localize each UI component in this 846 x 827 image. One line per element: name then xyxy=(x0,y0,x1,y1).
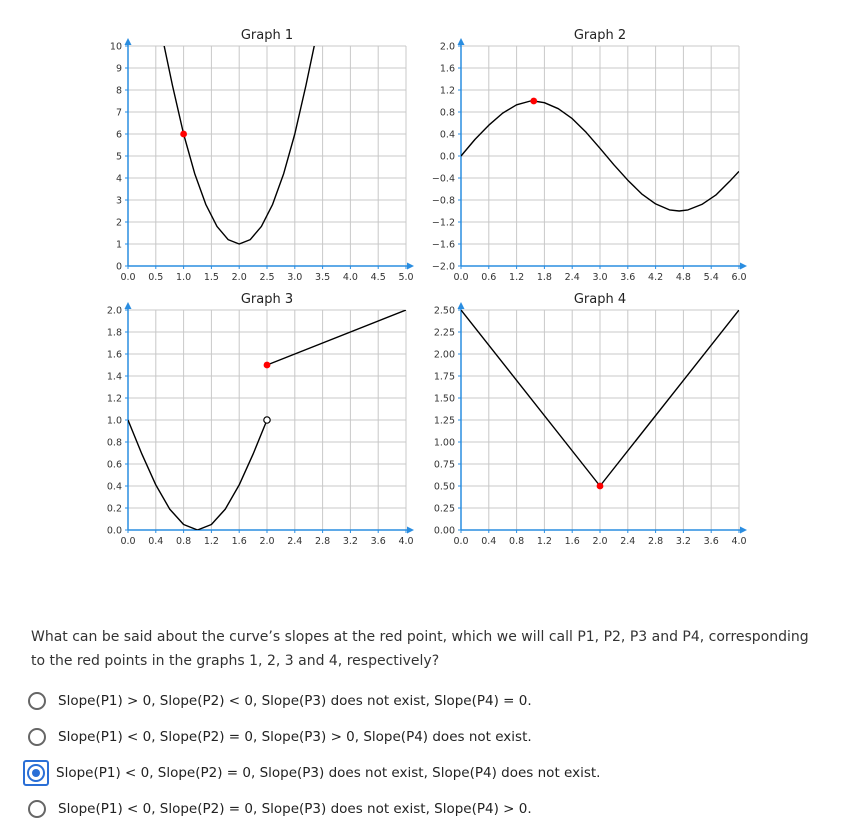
x-tick-label: 4.2 xyxy=(648,272,664,283)
graph-4 xyxy=(434,292,747,547)
x-tick-label: 3.2 xyxy=(342,536,358,547)
y-tick-label: 0 xyxy=(115,261,122,273)
x-tick-label: 2.8 xyxy=(315,536,331,547)
y-tick-label: 7 xyxy=(115,107,122,119)
chart-title: Graph 4 xyxy=(573,292,627,307)
option-3[interactable] xyxy=(28,761,648,785)
x-axis-arrow-icon xyxy=(407,263,414,270)
y-tick-label: 9 xyxy=(115,63,122,75)
y-tick-label: 0.00 xyxy=(433,525,455,537)
y-tick-label: 2.50 xyxy=(433,305,455,317)
graph-2 xyxy=(432,28,747,283)
x-axis-arrow-icon xyxy=(740,263,747,270)
radio-icon[interactable] xyxy=(28,692,46,710)
x-tick-label: 4.0 xyxy=(731,536,747,547)
x-tick-label: 0.8 xyxy=(509,536,525,547)
x-tick-label: 1.6 xyxy=(231,536,247,547)
x-tick-label: 2.4 xyxy=(564,272,580,283)
x-tick-label: 2.0 xyxy=(231,272,247,283)
y-tick-label: 0.0 xyxy=(439,151,455,163)
radio-icon[interactable] xyxy=(28,728,46,746)
x-tick-label: 2.5 xyxy=(259,272,275,283)
x-tick-label: 3.0 xyxy=(592,272,608,283)
x-tick-label: 3.0 xyxy=(287,272,303,283)
question-text: What can be said about the curve’s slopes at the red point, which we will call P1, P2, P3 and P4, corresponding to the red points in the graphs 1, 2, 3 and 4, respectively? xyxy=(31,629,809,669)
x-tick-label: 3.6 xyxy=(620,272,636,283)
x-axis-arrow-icon xyxy=(407,527,414,534)
y-axis-arrow-icon xyxy=(458,38,465,45)
x-tick-label: 1.2 xyxy=(509,272,525,283)
x-tick-label: 0.0 xyxy=(120,272,136,283)
x-tick-label: 0.0 xyxy=(453,272,469,283)
y-tick-label: −1.2 xyxy=(431,217,455,229)
x-tick-label: 0.4 xyxy=(481,536,497,547)
x-tick-label: 4.0 xyxy=(398,536,414,547)
x-tick-label: 3.6 xyxy=(703,536,719,547)
option-label: Slope(P1) < 0, Slope(P2) = 0, Slope(P3) does not exist, Slope(P4) > 0. xyxy=(58,801,532,817)
x-tick-label: 5.4 xyxy=(703,272,719,283)
option-label: Slope(P1) < 0, Slope(P2) = 0, Slope(P3) does not exist, Slope(P4) does not exist. xyxy=(56,765,601,781)
y-tick-label: 1.50 xyxy=(433,393,455,405)
y-tick-label: −0.8 xyxy=(431,195,455,207)
y-tick-label: 2.0 xyxy=(439,41,455,53)
y-axis-arrow-icon xyxy=(458,302,465,309)
x-tick-label: 1.2 xyxy=(536,536,552,547)
graph-3 xyxy=(107,292,414,547)
x-tick-label: 2.8 xyxy=(648,536,664,547)
y-tick-label: 0.2 xyxy=(106,503,122,515)
focus-ring xyxy=(23,760,49,786)
y-tick-label: 0.25 xyxy=(433,503,455,515)
red-point xyxy=(264,362,271,369)
x-tick-label: 3.5 xyxy=(315,272,331,283)
y-tick-label: −0.4 xyxy=(431,173,455,185)
y-tick-label: −1.6 xyxy=(431,239,455,251)
y-tick-label: 1.75 xyxy=(433,371,455,383)
y-tick-label: 1.2 xyxy=(106,393,122,405)
option-label: Slope(P1) > 0, Slope(P2) < 0, Slope(P3) does not exist, Slope(P4) = 0. xyxy=(58,693,532,709)
y-tick-label: 8 xyxy=(115,85,122,97)
y-tick-label: 2.00 xyxy=(433,349,455,361)
x-tick-label: 1.2 xyxy=(203,536,219,547)
x-tick-label: 2.0 xyxy=(259,536,275,547)
chart-title: Graph 3 xyxy=(240,292,294,307)
x-tick-label: 0.0 xyxy=(120,536,136,547)
y-tick-label: 1 xyxy=(115,239,122,251)
open-point xyxy=(264,417,270,423)
y-tick-label: 1.25 xyxy=(433,415,455,427)
x-tick-label: 2.0 xyxy=(592,536,608,547)
x-tick-label: 1.8 xyxy=(536,272,552,283)
y-tick-label: 2.25 xyxy=(433,327,455,339)
option-4[interactable] xyxy=(28,797,648,821)
option-label: Slope(P1) < 0, Slope(P2) = 0, Slope(P3) > 0, Slope(P4) does not exist. xyxy=(58,729,532,745)
x-tick-label: 2.4 xyxy=(620,536,636,547)
series-line xyxy=(267,310,406,365)
y-tick-label: 1.6 xyxy=(106,349,122,361)
y-tick-label: 10 xyxy=(109,41,122,53)
y-tick-label: 0.0 xyxy=(106,525,122,537)
x-tick-label: 1.5 xyxy=(203,272,219,283)
option-1[interactable] xyxy=(28,689,648,713)
graph-1 xyxy=(110,28,414,283)
y-tick-label: −2.0 xyxy=(431,261,455,273)
y-tick-label: 2 xyxy=(115,217,122,229)
x-tick-label: 1.6 xyxy=(564,536,580,547)
y-tick-label: 0.8 xyxy=(106,437,122,449)
x-tick-label: 0.8 xyxy=(176,536,192,547)
chart-title: Graph 1 xyxy=(240,28,294,43)
y-tick-label: 1.00 xyxy=(433,437,455,449)
red-point xyxy=(597,483,604,490)
y-tick-label: 1.2 xyxy=(439,85,455,97)
chart-title: Graph 2 xyxy=(573,28,627,43)
x-tick-label: 4.5 xyxy=(370,272,386,283)
x-axis-arrow-icon xyxy=(740,527,747,534)
y-tick-label: 0.4 xyxy=(439,129,455,141)
y-tick-label: 3 xyxy=(115,195,122,207)
x-tick-label: 4.8 xyxy=(675,272,691,283)
x-tick-label: 2.4 xyxy=(287,536,303,547)
x-tick-label: 3.6 xyxy=(370,536,386,547)
y-tick-label: 0.6 xyxy=(106,459,122,471)
y-axis-arrow-icon xyxy=(125,302,132,309)
y-tick-label: 0.50 xyxy=(433,481,455,493)
x-tick-label: 0.4 xyxy=(148,536,164,547)
y-axis-arrow-icon xyxy=(125,38,132,45)
x-tick-label: 4.0 xyxy=(342,272,358,283)
x-tick-label: 1.0 xyxy=(176,272,192,283)
x-tick-label: 6.0 xyxy=(731,272,747,283)
y-tick-label: 5 xyxy=(115,151,122,163)
y-tick-label: 4 xyxy=(115,173,122,185)
red-point xyxy=(530,98,537,105)
x-tick-label: 0.6 xyxy=(481,272,497,283)
y-tick-label: 1.8 xyxy=(106,327,122,339)
y-tick-label: 6 xyxy=(115,129,122,141)
y-tick-label: 0.75 xyxy=(433,459,455,471)
radio-icon[interactable] xyxy=(28,800,46,818)
y-tick-label: 2.0 xyxy=(106,305,122,317)
y-tick-label: 1.4 xyxy=(106,371,122,383)
y-tick-label: 1.0 xyxy=(106,415,122,427)
x-tick-label: 0.0 xyxy=(453,536,469,547)
x-tick-label: 3.2 xyxy=(675,536,691,547)
y-tick-label: 0.4 xyxy=(106,481,122,493)
y-tick-label: 0.8 xyxy=(439,107,455,119)
radio-selected-icon[interactable] xyxy=(27,764,45,782)
red-point xyxy=(180,131,187,138)
option-2[interactable] xyxy=(28,725,648,749)
x-tick-label: 0.5 xyxy=(148,272,164,283)
x-tick-label: 5.0 xyxy=(398,272,414,283)
y-tick-label: 1.6 xyxy=(439,63,455,75)
series-line xyxy=(128,420,267,530)
